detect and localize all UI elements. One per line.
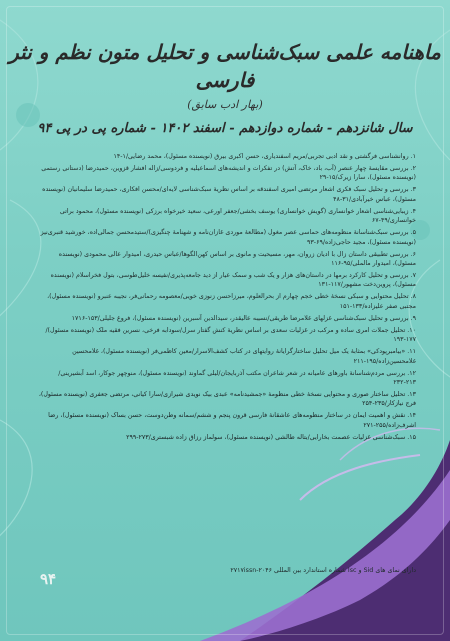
toc-item: ۷. بررسی و تحلیل کارکرد برمها در داستان‌های هزار و یک شب و سمک عیار از دید جامعه‌پذیری/نفیسه خلیل‌طوسی، بتول فخراسلام (نویسنده مسئول)، پروین‌دخت مشهور/۱۱۷-۱۳۱ xyxy=(50,272,416,289)
page-number: ۹۴ xyxy=(40,570,57,588)
journal-title: ماهنامه علمی سبک‌شناسی و تحلیل متون نظم و نثر فارسی xyxy=(9,40,441,92)
toc-item: ۱۵. سبک‌شناسی غزلیات عصمت بخارایی/بتاله طالشی (نویسنده مسئول)، سولماز رزاق زاده شبستری/۲۷۳-۲۹۹ xyxy=(126,433,416,441)
toc-item: ۶. بررسی تطبیقی داستان زال با ادیان زروان، مهر، مسیحیت و مانوی بر اساس کهن‌الگوها/عباس حیدری، امیدوار عالی محمودی (نویسنده مسئول)، امیدوار مالملی/۹۵-۱۱۶ xyxy=(58,250,416,268)
toc-item: ۳. بررسی و تحلیل سبک فکری اشعار مرتضی امیری اسفندقه بر اساس نظریهٔ سبک‌شناسی لایه‌ای/محسن افکاری، حمیدرضا سلیمانیان (نویسنده مسئول)، عباس خیرآبادی/۳۱-۴۸ xyxy=(42,186,416,203)
toc-item: ۸. تحلیل محتوایی و سبکی نسخهٔ خطی خجم چهارم از بحرالعلوم، میرزاحسن زنوزی خویی/معصومه رحمانی‌فر، نجیبه عنبرو (نویسنده مسئول)، مجتبی صفر علیزاده/۱۳۳-۱۵۱ xyxy=(47,293,416,310)
toc-item: ۲. بررسی مقایسهٔ چهار عنصر (آب، باد، خاک، آتش) در تفکرات و اندیشه‌های اسماعیلیه و فردوسی/زاله افشار قزوین، حمیدرضا (دستانی رستمی (نویسنده مسئول)، سارا زیرک/۱۵-۲۹ xyxy=(41,165,416,182)
toc-item: ۱۳. تحلیل ساختار صوری و محتوایی نسخهٔ خطی منظومهٔ «جمشیدنامه» عبدی بیک نویدی شیرازی/سارا کیانی، مرتضی جعفری (نویسنده مسئول)، فرج نیازکار/۲۳۵-۲۵۴ xyxy=(38,391,416,408)
issue-line: سال شانزدهم - شماره دوازدهم - اسفند ۱۴۰۲ - شماره پی در پی ۹۴ xyxy=(37,121,413,136)
toc-item: ۱۴. نقش و اهمیت ایمان در ساختار منظومه‌های عاشقانهٔ فارسی قرون پنجم و ششم/سمانه وطن‌دوست، حسن بساک (نویسنده مسئول)، رضا اشرف‌زاده/۲۵۵-۲۷۱ xyxy=(48,412,416,429)
toc-item: ۱۰. تحلیل جملات امری ساده و مرکب در غزلیات سعدی بر اساس نظریهٔ کنش گفتار سرل/سودابه فرخی، نسرین فقیه ملک (نویسنده مسئول)/۱۷۷-۱۹۳ xyxy=(45,326,416,344)
toc-item: ۱۲. بررسی مردم‌شناسانهٔ باورهای عامیانه در شعر شاعران مکتب آذربایجان/لیلی گماوند (نویسنده مسئول)، منوچهر جوکار، اسد آبشیرینی/۲۱۳-۲۳۲ xyxy=(58,369,416,387)
toc-item: ۱. روانشناسی فرگشتی و نقد ادبی تجربی/مریم اسفندیاری، حسن اکبری بیرق (نویسنده مسئول)، محمد رضایی/۱-۱۴ xyxy=(113,153,416,160)
toc-item: ۹. بررسی و تحلیل سبک‌شناسی غزلهای غلامرضا طریقی/نسیبه عالیقدر، سیدالدین آسبرین (نویسنده مسئول)، فروغ جلیلی/۱۵۳-۱۷۱۶ xyxy=(71,314,416,322)
former-title: (بهار ادب سابق) xyxy=(187,98,263,111)
toc-item: ۱۱. «بیامبرپودکی» بمثابهٔ یک میل تحلیل ساختارگرایانهٔ روایتهای در کتاب کشف‌الاسرار/معین کاظمی‌فر (نویسنده مسئول)، غلامحسین غلامحسین‌زاده/۱۹۵-۲۱۱ xyxy=(72,348,416,365)
toc-item: ۴. زیبایی‌شناسی اشعار خوانساری (گویش خوانساری) یوسف بخشی/جعفر اورعی، سعید خیرخواه برزکی (نویسنده مسئول)، محمود براتی خوانساری/۴۹-۶۷ xyxy=(59,207,416,225)
toc-item: ۵. بررسی سبک‌شناسانهٔ منظومه‌های حماسی عصر مغول (مطالعهٔ موردی غازان‌نامه و شهنامهٔ چنگیزی)/ستیدمحسن جمالی‌اده، خورشید قنبری‌نیز (نویسنده مسئول)، مجید حاجی‌زاده/۶۹-۹۳ xyxy=(40,229,416,246)
table-of-contents xyxy=(38,152,416,445)
masthead xyxy=(0,38,450,136)
indexing-footer: دارای نمای های Sid و Isc شماره استاندارد بین المللی ۲۰۴۶-۲۷۱۷issn xyxy=(230,567,416,574)
